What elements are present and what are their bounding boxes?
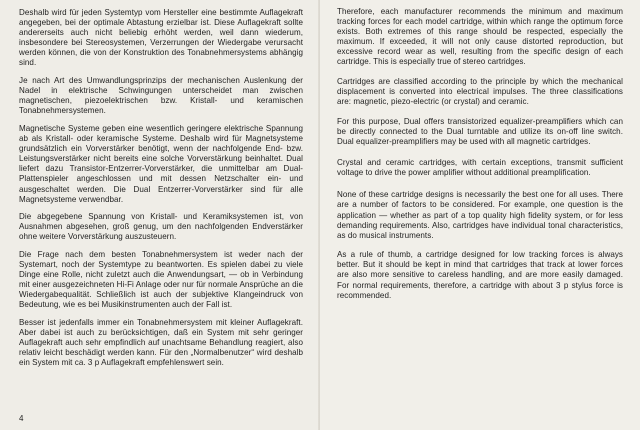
left-paragraph-1: Deshalb wird für jeden Systemtyp vom Hersteller eine bestimmte Auflagekraft angegeben, bei der optimale Abtastung erzielbar ist. Diese Auflagekraft sollte andererseits auch nicht beliebig erhöht werden, weil dann wiederum, insbesondere bei Stereosystemen, Verzerrungen der Wiedergabe verursacht werden können, die von der Konstruktion des Tonabnehmersystems abhängig sind. bbox=[19, 8, 303, 68]
right-page bbox=[320, 0, 640, 430]
right-page-text-column bbox=[337, 7, 623, 311]
left-paragraph-2: Je nach Art des Umwandlungsprinzips der mechanischen Auslenkung der Nadel in elektrische Schwingungen unterscheidet man zwischen magnetischen, piezoelektrischen bzw. Kristall- und keramischen Tonabnehmersystemen. bbox=[19, 76, 303, 116]
right-paragraph-3: For this purpose, Dual offers transistorized equalizer-preamplifiers which can be directly connected to the Dual turntable and utilize its on-off line switch. Dual equalizer-preamplifiers may be used with all magnetic cartridges. bbox=[337, 116, 623, 147]
left-paragraph-4: Die abgegebene Spannung von Kristall- und Keramiksystemen ist, von Ausnahmen abgesehen, groß genug, um den nachfolgenden Endverstärker ohne weitere Vorverstärkung auszusteuern. bbox=[19, 212, 303, 242]
right-paragraph-4: Crystal and ceramic cartridges, with certain exceptions, transmit sufficient voltage to drive the power amplifier without additional preamplification. bbox=[337, 158, 623, 178]
left-paragraph-6: Besser ist jedenfalls immer ein Tonabnehmersystem mit kleiner Auflagekraft. Aber dabei ist auch zu berücksichtigen, daß ein System mit sehr geringer Auflagekraft auch sehr empfindlich auf unachtsame Behandlung reagiert, also relativ leicht beschädigt werden kann. Für den „Normalbenutzer“ wird deshalb ein System mit ca. 3 p Auflagekraft empfehlenswert sein. bbox=[19, 318, 303, 368]
right-paragraph-2: Cartridges are classified according to the principle by which the mechanical displacement is converted into electrical impulses. The three classifications are: magnetic, piezo-electric (or crystal) and ceramic. bbox=[337, 77, 623, 107]
left-paragraph-3: Magnetische Systeme geben eine wesentlich geringere elektrische Spannung ab als Kristall- oder keramische Systeme. Deshalb wird für Magnetsysteme grundsätzlich ein Vorverstärker benötigt, wenn der nachfolgende End- bzw. Leistungsverstärker nicht bereits eine solche Vorverstärkung beinhaltet. Dual liefert dazu Transistor-Entzerrer-Vorverstärker, die unmittelbar am Dual-Plattenspieler angeschlossen und mit dessen Netzschalter ein- und ausgeschaltet werden. Die Dual Entzerrer-Vorverstärker sind für alle Magnetsysteme verwendbar. bbox=[19, 123, 303, 204]
right-paragraph-1: Therefore, each manufacturer recommends the minimum and maximum tracking forces for each model cartridge, within which range the optimum force exists. Both extremes of this range should be respected, especially the maximum. If exceeded, it will not only cause distorted reproduction, but excessive record wear as well, resulting from the specific design of each cartridge. This is especially true of stereo cartridges. bbox=[337, 7, 623, 67]
right-paragraph-5: None of these cartridge designs is necessarily the best one for all uses. There are a number of factors to be considered. For example, one question is the application — whether as part of a top quality high fidelity system, or for less demanding requirements. Also, cartridges have individual tonal characteristics, as do musical instruments. bbox=[337, 190, 623, 240]
left-page-text-column bbox=[19, 8, 303, 376]
page-number: 4 bbox=[19, 414, 24, 423]
left-paragraph-5: Die Frage nach dem besten Tonabnehmersystem ist weder nach der Systemart, noch der Systemtype zu beantworten. Es spielen dabei zu viele Dinge eine Rolle, nicht zuletzt auch die Anwendungsart, — ob in Verbindung mit einer ausgezeichneten Hi-Fi Anlage oder nur für normale Ansprüche an die Wiedergabequalität. Schließlich ist auch der subjektive Klangeindruck von Bedeutung, wie es bei Musikinstrumenten auch der Fall ist. bbox=[19, 249, 303, 310]
right-paragraph-6: As a rule of thumb, a cartridge designed for low tracking forces is always better. But it should be kept in mind that cartridges that track at lower forces are also more sensitive to careless handling, and are more easily damaged. For normal requirements, therefore, a cartridge with about 3 p stylus force is recommended. bbox=[337, 250, 623, 300]
